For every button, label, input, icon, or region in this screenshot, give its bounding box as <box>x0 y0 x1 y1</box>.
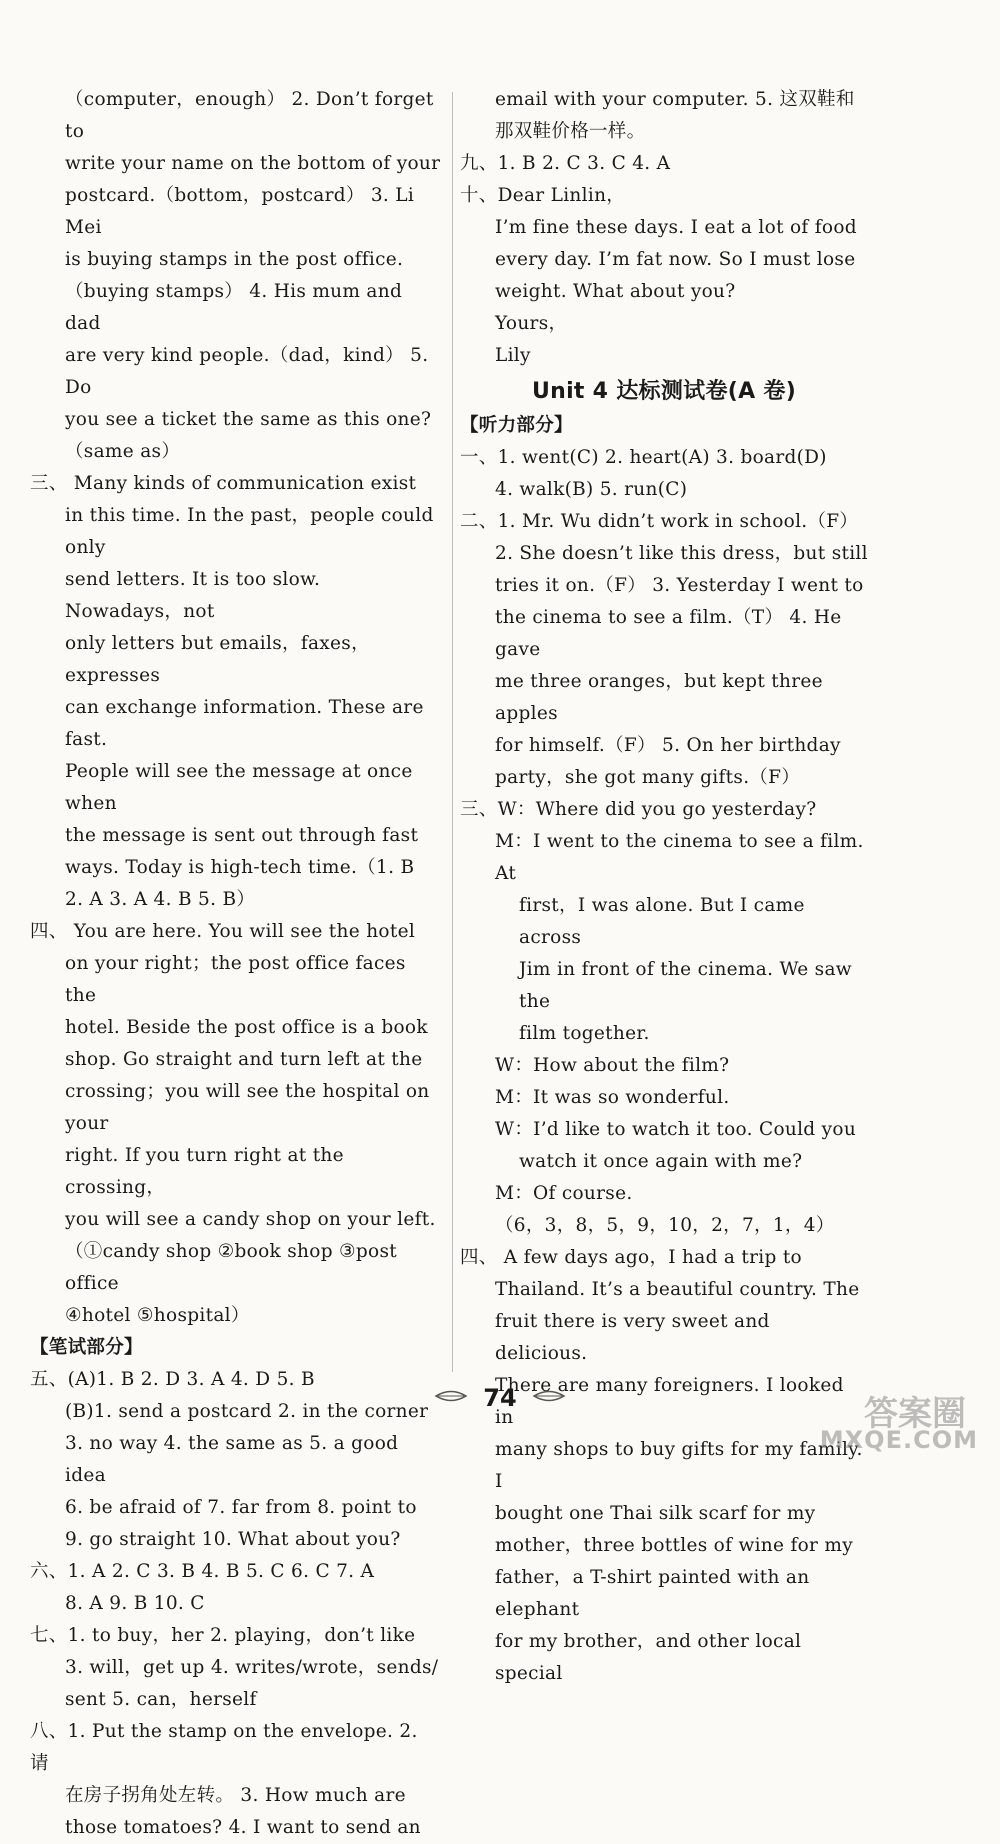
text-line: the cinema to see a film.（T） 4. He gave <box>495 607 842 660</box>
text-line: weight. What about you? <box>495 281 736 302</box>
left-column <box>30 84 442 1844</box>
text-line: are very kind people.（dad，kind） 5. Do <box>65 345 429 398</box>
text-line: 十、Dear Linlin， <box>460 185 626 206</box>
text-line: in this time. In the past，people could only <box>65 505 434 558</box>
text-line: for himself.（F） 5. On her birthday <box>495 735 841 756</box>
leaf-left-icon <box>434 1387 468 1409</box>
text-line: 三、 Many kinds of communication exist <box>30 473 417 494</box>
text-line: Thailand. It’s a beautiful country. The <box>495 1279 860 1300</box>
text-line: Yours， <box>495 313 568 334</box>
text-line: （buying stamps） 4. His mum and dad <box>65 281 403 334</box>
text-line: 9. go straight 10. What about you? <box>65 1529 401 1550</box>
text-line: only letters but emails，faxes，expresses <box>65 633 370 686</box>
text-line: you will see a candy shop on your left. <box>65 1209 436 1230</box>
text-line: right. If you turn right at the crossing， <box>65 1145 344 1198</box>
text-line: write your name on the bottom of your <box>65 153 441 174</box>
text-line: 六、1. A 2. C 3. B 4. B 5. C 6. C 7. A <box>30 1561 375 1582</box>
text-line: 3. will，get up 4. writes/wrote，sends/ <box>65 1657 439 1678</box>
text-line: first，I was alone. But I came across <box>519 895 805 948</box>
text-line: W：I’d like to watch it too. Could you <box>495 1119 857 1140</box>
watermark-logo: 答案圈 <box>864 1394 966 1434</box>
text-line: ways. Today is high-tech time.（1. B <box>65 857 415 878</box>
text-line: 那双鞋价格一样。 <box>495 121 646 142</box>
text-line: can exchange information. These are fast. <box>65 697 424 750</box>
text-line: 2. She doesn’t like this dress，but still <box>495 543 868 564</box>
text-line: crossing；you will see the hospital on your <box>65 1081 430 1134</box>
text-line: （computer，enough） 2. Don’t forget to <box>65 89 434 142</box>
text-line: 七、1. to buy，her 2. playing，don’t like <box>30 1625 416 1646</box>
text-line: hotel. Beside the post office is a book <box>65 1017 428 1038</box>
text-line: 4. walk(B) 5. run(C) <box>495 479 688 500</box>
text-line: is buying stamps in the post office. <box>65 249 404 270</box>
text-line: 6. be afraid of 7. far from 8. point to <box>65 1497 417 1518</box>
text-line: the message is sent out through fast <box>65 825 419 846</box>
text-line: film together. <box>519 1023 650 1044</box>
text-line: those tomatoes? 4. I want to send an <box>65 1817 421 1838</box>
text-line: send letters. It is too slow. Nowadays，not <box>65 569 321 622</box>
text-line: 四、 A few days ago，I had a trip to <box>460 1247 802 1268</box>
text-line: （①candy shop ②book shop ③post office <box>65 1241 398 1294</box>
text-line: postcard.（bottom，postcard） 3. Li Mei <box>65 185 415 238</box>
text-line: 九、1. B 2. C 3. C 4. A <box>460 153 671 174</box>
text-line: 二、1. Mr. Wu didn’t work in school.（F） <box>460 511 859 532</box>
text-line: watch it once again with me? <box>519 1151 803 1172</box>
text-line: for my brother，and other local special <box>495 1631 802 1684</box>
text-line: email with your computer. 5. 这双鞋和 <box>495 89 855 110</box>
text-line: (B)1. send a postcard 2. in the corner <box>65 1401 429 1422</box>
text-line: many shops to buy gifts for my family. I <box>495 1439 863 1492</box>
text-line: 三、W：Where did you go yesterday? <box>460 799 817 820</box>
text-line: People will see the message at once when <box>65 761 413 814</box>
text-line: tries it on.（F） 3. Yesterday I went to <box>495 575 864 596</box>
text-line: M：I went to the cinema to see a film. At <box>495 831 864 884</box>
text-line: M：Of course. <box>495 1183 633 1204</box>
text-line: I’m fine these days. I eat a lot of food <box>495 217 857 238</box>
section-title: Unit 4 达标测试卷(A 卷) <box>531 379 797 404</box>
text-line: sent 5. can，herself <box>65 1689 257 1710</box>
text-line: shop. Go straight and turn left at the <box>65 1049 423 1070</box>
text-line: 3. no way 4. the same as 5. a good idea <box>65 1433 399 1486</box>
text-line: 五、(A)1. B 2. D 3. A 4. D 5. B <box>30 1369 315 1390</box>
leaf-right-icon <box>532 1387 566 1409</box>
text-line: father，a T-shirt painted with an elephant <box>495 1567 810 1620</box>
text-line: （6，3，8，5，9，10，2，7，1，4） <box>495 1215 835 1236</box>
text-line: 8. A 9. B 10. C <box>65 1593 205 1614</box>
text-line: on your right；the post office faces the <box>65 953 406 1006</box>
text-line: fruit there is very sweet and delicious. <box>495 1311 770 1364</box>
text-line: 在房子拐角处左转。 3. How much are <box>65 1785 406 1806</box>
text-line: party，she got many gifts.（F） <box>495 767 801 788</box>
watermark-url: MXQE.COM <box>819 1426 978 1454</box>
section-heading: 【笔试部分】 <box>30 1337 143 1358</box>
page-number: 74 <box>483 1384 517 1412</box>
text-line: M：It was so wonderful. <box>495 1087 730 1108</box>
text-line: 四、 You are here. You will see the hotel <box>30 921 416 942</box>
text-line: you see a ticket the same as this one? <box>65 409 432 430</box>
watermark <box>746 1386 986 1456</box>
text-line: ④hotel ⑤hospital） <box>65 1305 250 1326</box>
text-line: 2. A 3. A 4. B 5. B） <box>65 889 256 910</box>
text-line: mother，three bottles of wine for my <box>495 1535 853 1556</box>
text-line: 一、1. went(C) 2. heart(A) 3. board(D) <box>460 447 827 468</box>
text-line: Jim in front of the cinema. We saw the <box>519 959 852 1012</box>
text-line: W：How about the film? <box>495 1055 730 1076</box>
text-line: 八、1. Put the stamp on the envelope. 2. 请 <box>30 1721 418 1774</box>
text-line: Lily <box>495 345 531 366</box>
text-line: bought one Thai silk scarf for my <box>495 1503 816 1524</box>
text-line: me three oranges，but kept three apples <box>495 671 823 724</box>
text-line: （same as） <box>65 441 181 462</box>
section-heading: 【听力部分】 <box>460 415 573 436</box>
text-line: There are many foreigners. I looked in <box>495 1375 844 1428</box>
text-line: every day. I’m fat now. So I must lose <box>495 249 856 270</box>
column-divider <box>452 92 453 1372</box>
